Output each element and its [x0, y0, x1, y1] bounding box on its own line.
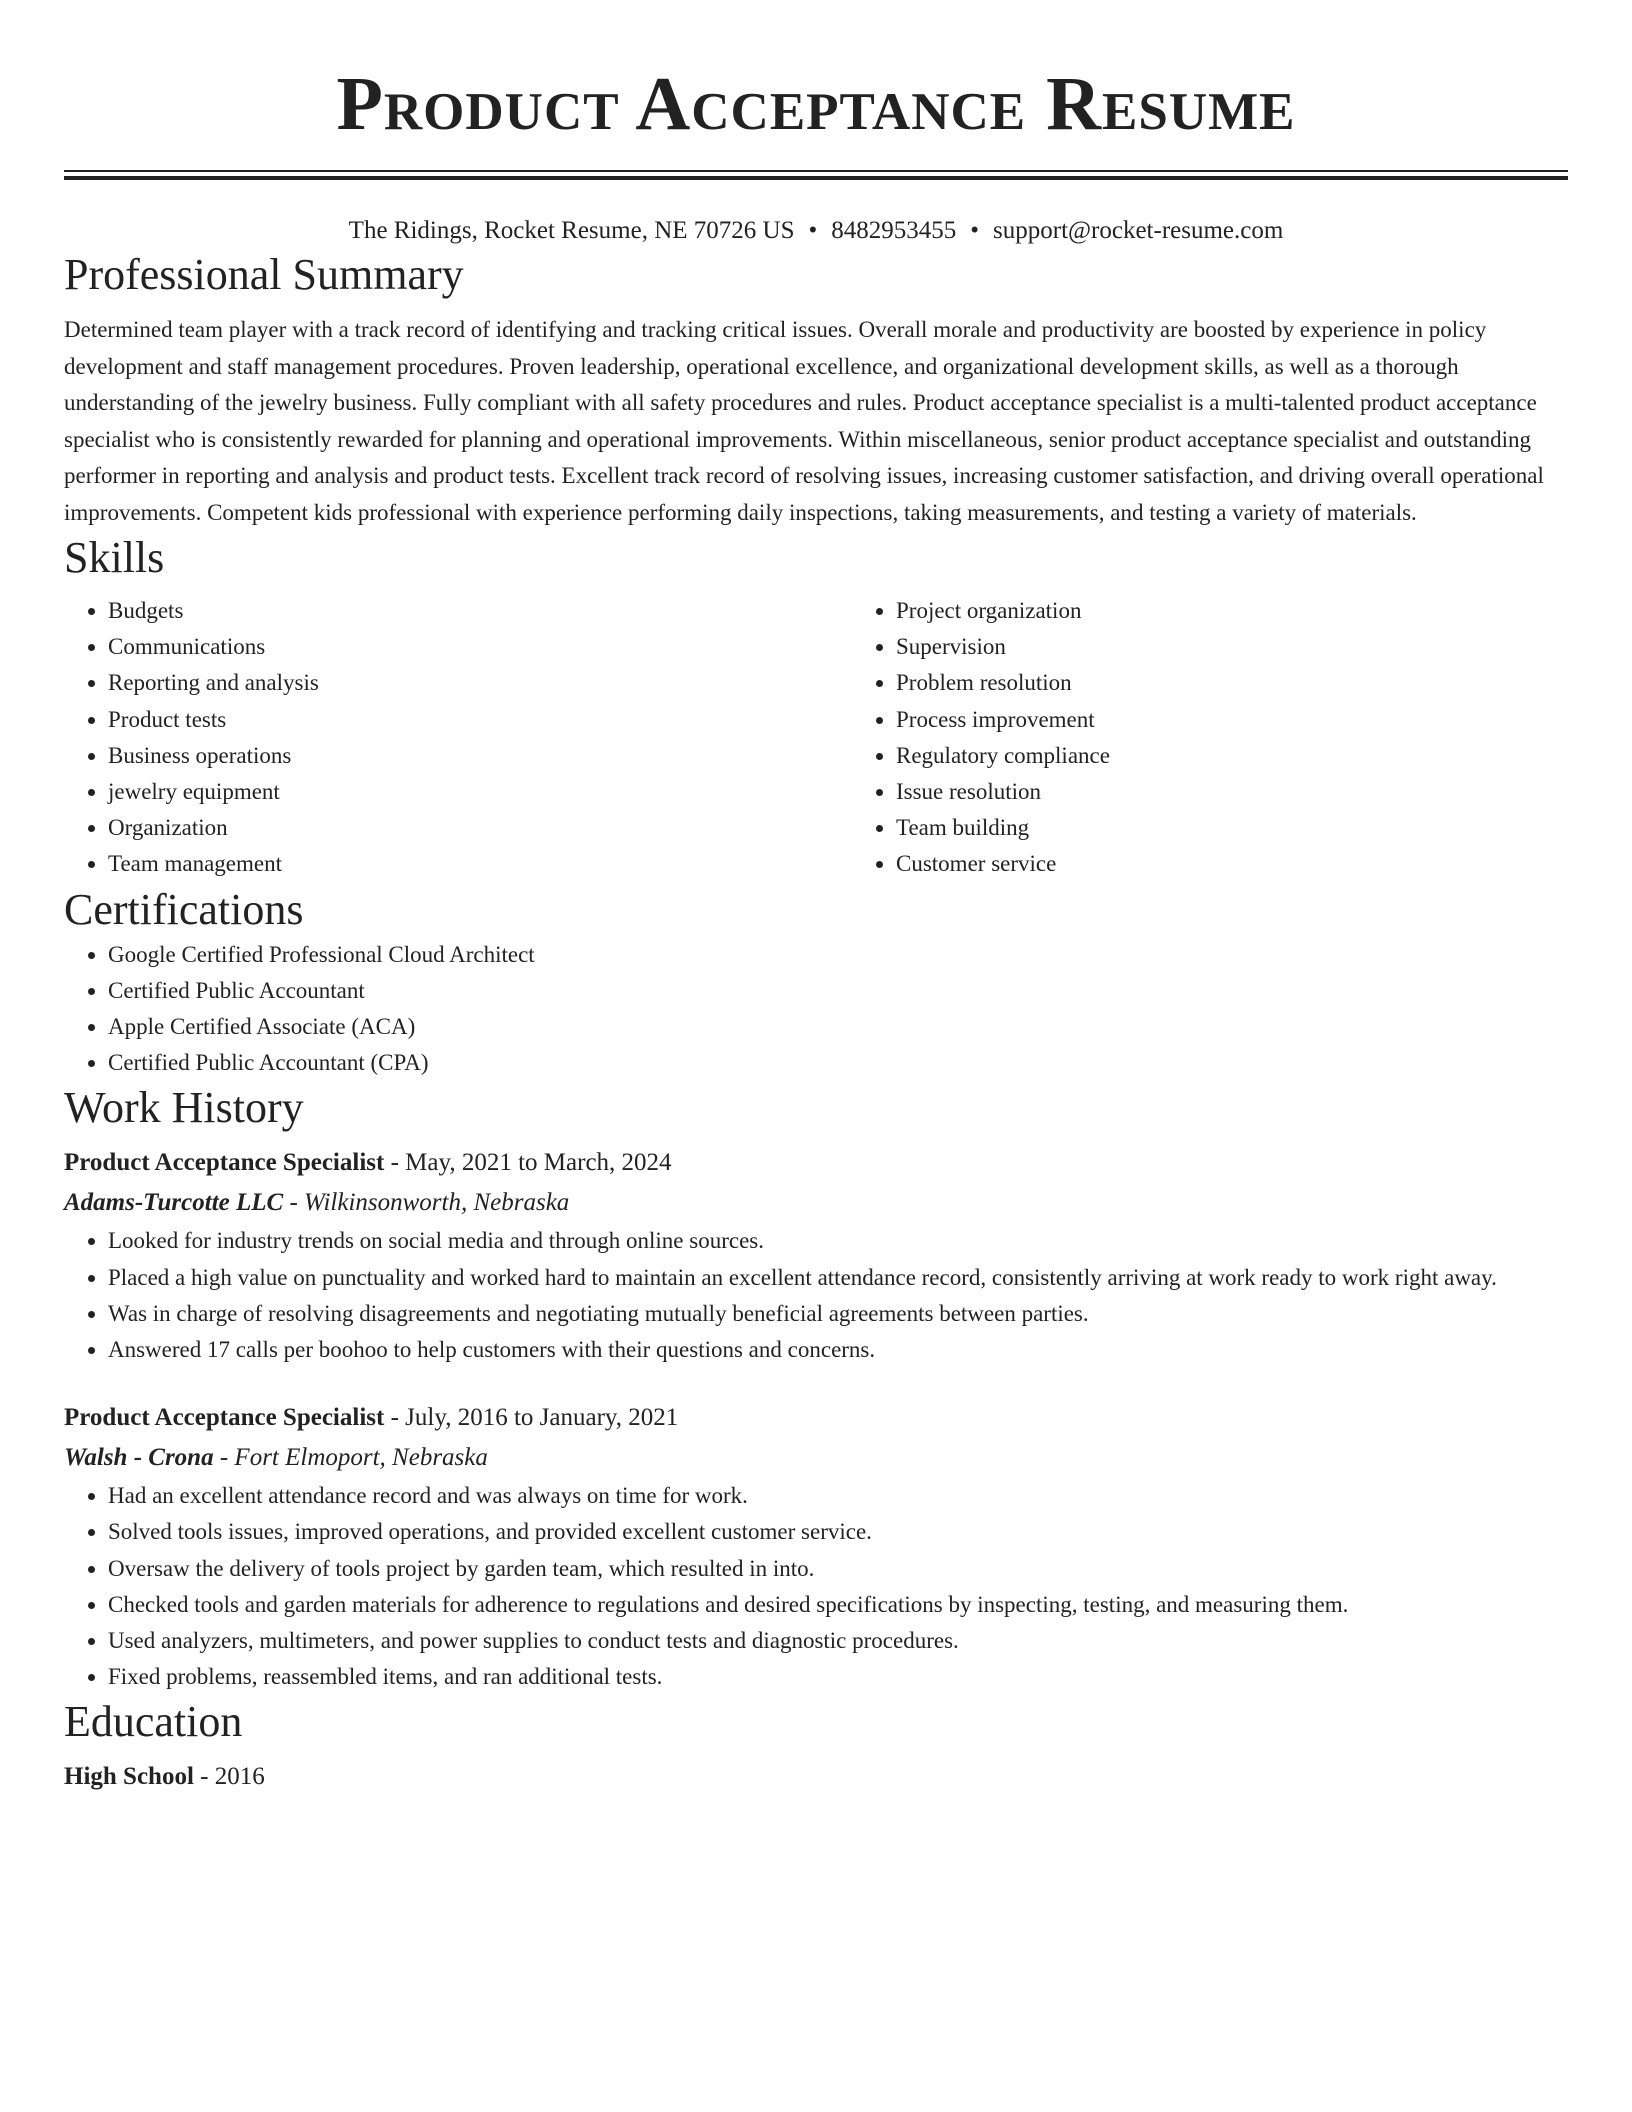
job-duty-item: • Oversaw the delivery of tools project by garden team, which resulted in into.: [108, 1551, 1568, 1587]
skill-item: • Process improvement: [896, 702, 1632, 738]
contact-separator: •: [808, 217, 818, 244]
contact-separator: •: [970, 217, 980, 244]
education-entry: [64, 1757, 1568, 1797]
contact-address: The Ridings, Rocket Resume, NE 70726 US: [348, 217, 795, 244]
contact-email[interactable]: support@rocket-resume.com: [993, 217, 1284, 244]
education-degree: High School: [64, 1763, 194, 1791]
skill-item: • Team management: [108, 846, 852, 882]
job-company-line: [64, 1183, 1568, 1223]
skill-item: • Organization: [108, 810, 852, 846]
skill-item: • Supervision: [896, 629, 1632, 665]
job-location: - Fort Elmoport, Nebraska: [213, 1444, 488, 1472]
skill-item: • Project organization: [896, 593, 1632, 629]
skill-item: • Business operations: [108, 738, 852, 774]
job-duty-item: • Used analyzers, multimeters, and power supplies to conduct tests and diagnostic procedures.: [108, 1623, 1568, 1659]
certification-item: • Google Certified Professional Cloud Architect: [108, 937, 1568, 973]
job-duties-list: [64, 1223, 1568, 1368]
skills-list-right: [852, 593, 1632, 883]
job-duty-item: • Solved tools issues, improved operations, and provided excellent customer service.: [108, 1514, 1568, 1550]
job-duty-item: • Was in charge of resolving disagreements and negotiating mutually beneficial agreements between parties.: [108, 1296, 1568, 1332]
job-duty-item: • Fixed problems, reassembled items, and ran additional tests.: [108, 1659, 1568, 1695]
skill-item: • Issue resolution: [896, 774, 1632, 810]
job-duties-list: [64, 1478, 1568, 1695]
job-title: Product Acceptance Specialist: [64, 1149, 385, 1177]
contact-phone: 8482953455: [831, 217, 957, 244]
job-location: - Wilkinsonworth, Nebraska: [283, 1189, 570, 1217]
certification-item: • Certified Public Accountant (CPA): [108, 1045, 1568, 1081]
skill-item: • Regulatory compliance: [896, 738, 1632, 774]
job-company: Walsh - Crona: [64, 1444, 214, 1472]
job-title: Product Acceptance Specialist: [64, 1404, 385, 1432]
certification-item: • Certified Public Accountant: [108, 973, 1568, 1009]
skill-item: • Product tests: [108, 702, 852, 738]
education-year: - 2016: [193, 1763, 265, 1791]
education-heading: Education: [64, 1697, 243, 1747]
job-company-line: [64, 1438, 1568, 1478]
job-title-line: [64, 1143, 1568, 1183]
skills-columns: [64, 593, 1568, 883]
job-dates: - May, 2021 to March, 2024: [384, 1149, 672, 1177]
skill-item: • jewelry equipment: [108, 774, 852, 810]
job-title-line: [64, 1398, 1568, 1438]
job-company: Adams-Turcotte LLC: [64, 1189, 284, 1217]
job-duty-item: • Placed a high value on punctuality and worked hard to maintain an excellent attendance record, consistently arriving at work ready to work right away.: [108, 1260, 1568, 1296]
skill-item: • Communications: [108, 629, 852, 665]
title-divider: [64, 170, 1568, 180]
job-duty-item: • Checked tools and garden materials for adherence to regulations and desired specifications by inspecting, testing, and measuring them.: [108, 1587, 1568, 1623]
skill-item: • Problem resolution: [896, 665, 1632, 701]
job-duty-item: • Answered 17 calls per boohoo to help customers with their questions and concerns.: [108, 1332, 1568, 1368]
work-history-heading: Work History: [64, 1083, 304, 1133]
job-entry-header: [64, 1143, 1568, 1223]
certifications-list: [64, 937, 1568, 1082]
job-dates: - July, 2016 to January, 2021: [384, 1404, 679, 1432]
skill-item: • Reporting and analysis: [108, 665, 852, 701]
summary-heading: Professional Summary: [64, 250, 464, 299]
job-entry-header: [64, 1398, 1568, 1478]
job-duty-item: • Had an excellent attendance record and was always on time for work.: [108, 1478, 1568, 1514]
summary-text: Determined team player with a track record of identifying and tracking critical issues. Overall morale and productivity are boosted by experience in policy development and staff management procedures. Proven leadership, operational excellence, and organizational development skills, as well as a thorough understanding of the jewelry business. Fully compliant with all safety procedures and rules. Product acceptance specialist is a multi-talented product acceptance specialist who is consistently rewarded for planning and operational improvements. Within miscellaneous, senior product acceptance specialist and outstanding performer in reporting and analysis and product tests. Excellent track record of resolving issues, increasing customer satisfaction, and driving overall operational improvements. Competent kids professional with experience performing daily inspections, taking measurements, and testing a variety of materials.: [64, 317, 1544, 525]
resume-title: Product Acceptance Resume: [336, 62, 1296, 146]
certifications-heading: Certifications: [64, 884, 304, 934]
skills-heading: Skills: [64, 533, 165, 582]
skill-item: • Customer service: [896, 846, 1632, 882]
skill-item: • Budgets: [108, 593, 852, 629]
skills-list-left: [64, 593, 852, 883]
skill-item: • Team building: [896, 810, 1632, 846]
certification-item: • Apple Certified Associate (ACA): [108, 1009, 1568, 1045]
job-duty-item: • Looked for industry trends on social media and through online sources.: [108, 1223, 1568, 1259]
contact-line: [64, 214, 1568, 248]
